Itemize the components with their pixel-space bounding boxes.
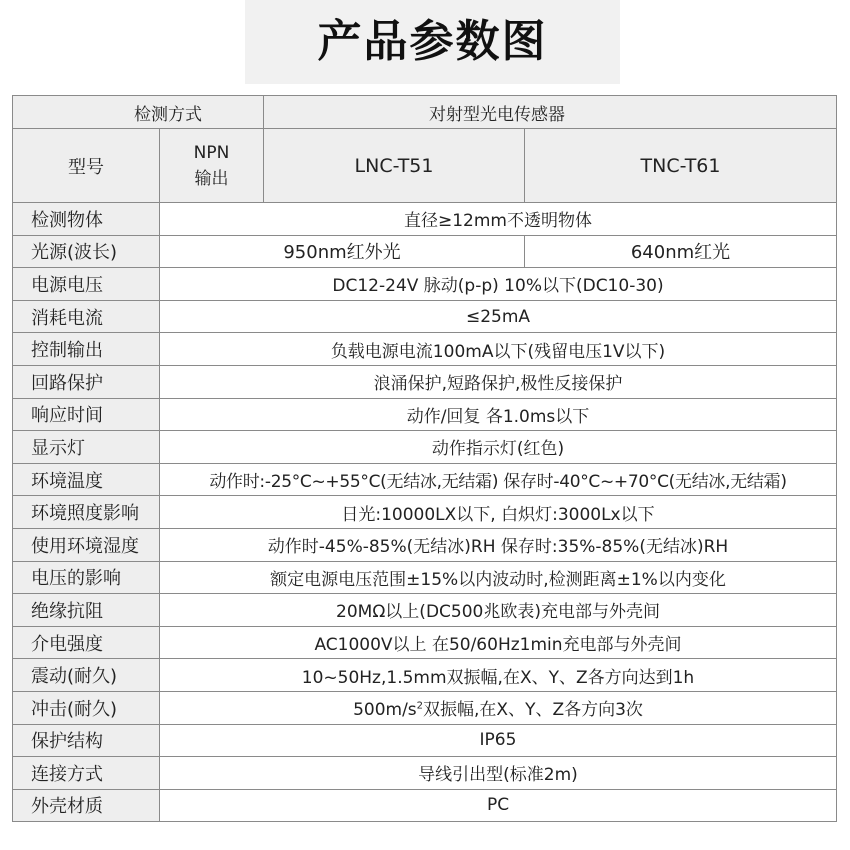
row-label: 保护结构	[13, 724, 160, 757]
row-value: 导线引出型(标准2m)	[160, 757, 837, 790]
row-value: 额定电源电压范围±15%以内波动时,检测距离±1%以内变化	[160, 561, 837, 594]
row-value: 动作指示灯(红色)	[160, 431, 837, 464]
table-row	[13, 496, 837, 529]
table-row	[13, 691, 837, 724]
row-label: 控制输出	[13, 333, 160, 366]
row-value-a: 950nm红外光	[160, 235, 525, 268]
row-label: 检测物体	[13, 203, 160, 236]
row-value: 浪涌保护,短路保护,极性反接保护	[160, 365, 837, 398]
row-label: 使用环境湿度	[13, 528, 160, 561]
row-label: 绝缘抗阻	[13, 594, 160, 627]
row-value: 10~50Hz,1.5mm双振幅,在X、Y、Z各方向达到1h	[160, 659, 837, 692]
row-label: 冲击(耐久)	[13, 691, 160, 724]
row-value: 动作/回复 各1.0ms以下	[160, 398, 837, 431]
table-row	[13, 561, 837, 594]
spec-table	[12, 95, 837, 822]
shock-value-pre: 500m/s	[353, 700, 417, 721]
row-label: 响应时间	[13, 398, 160, 431]
row-value: AC1000V以上 在50/60Hz1min充电部与外壳间	[160, 626, 837, 659]
method-value: 对射型光电传感器	[264, 96, 837, 129]
row-label: 消耗电流	[13, 300, 160, 333]
row-value	[160, 691, 837, 724]
table-row	[13, 724, 837, 757]
row-value: PC	[160, 789, 837, 822]
row-label: 环境照度影响	[13, 496, 160, 529]
row-value: 负载电源电流100mA以下(残留电压1V以下)	[160, 333, 837, 366]
model-label: 型号	[13, 129, 160, 203]
table-row	[13, 235, 837, 268]
row-value: 日光:10000LX以下, 白炽灯:3000Lx以下	[160, 496, 837, 529]
table-row-model	[13, 129, 837, 203]
model-b: TNC-T61	[525, 129, 837, 203]
row-label: 回路保护	[13, 365, 160, 398]
row-value: 20MΩ以上(DC500兆欧表)充电部与外壳间	[160, 594, 837, 627]
table-row	[13, 365, 837, 398]
row-label: 震动(耐久)	[13, 659, 160, 692]
row-value: IP65	[160, 724, 837, 757]
table-row	[13, 268, 837, 301]
table-row	[13, 789, 837, 822]
row-label: 环境温度	[13, 463, 160, 496]
table-row	[13, 659, 837, 692]
table-row	[13, 528, 837, 561]
row-value: 直径≥12mm不透明物体	[160, 203, 837, 236]
npn-line2: 输出	[194, 168, 229, 189]
row-label: 电压的影响	[13, 561, 160, 594]
table-row	[13, 398, 837, 431]
row-value: 动作时-45%-85%(无结冰)RH 保存时:35%-85%(无结冰)RH	[160, 528, 837, 561]
table-row-method	[13, 96, 837, 129]
shock-value-post: 双振幅,在X、Y、Z各方向3次	[423, 700, 643, 721]
row-label: 光源(波长)	[13, 235, 160, 268]
method-label: 检测方式	[13, 96, 264, 129]
table-row	[13, 757, 837, 790]
row-value-b: 640nm红光	[525, 235, 837, 268]
row-label: 显示灯	[13, 431, 160, 464]
row-value: DC12-24V 脉动(p-p) 10%以下(DC10-30)	[160, 268, 837, 301]
row-label: 外壳材质	[13, 789, 160, 822]
row-label: 连接方式	[13, 757, 160, 790]
table-row	[13, 594, 837, 627]
table-row	[13, 333, 837, 366]
model-a: LNC-T51	[264, 129, 525, 203]
table-row	[13, 626, 837, 659]
table-row	[13, 203, 837, 236]
table-row	[13, 463, 837, 496]
npn-output-cell	[160, 129, 264, 203]
row-value: ≤25mA	[160, 300, 837, 333]
page-title: 产品参数图	[245, 0, 620, 84]
row-label: 电源电压	[13, 268, 160, 301]
row-label: 介电强度	[13, 626, 160, 659]
shock-value-sup: 2	[416, 700, 424, 712]
npn-line1: NPN	[193, 142, 230, 163]
table-row	[13, 300, 837, 333]
row-value: 动作时:-25°C~+55°C(无结冰,无结霜) 保存时-40°C~+70°C(无结冰,无结霜)	[160, 463, 837, 496]
table-row	[13, 431, 837, 464]
